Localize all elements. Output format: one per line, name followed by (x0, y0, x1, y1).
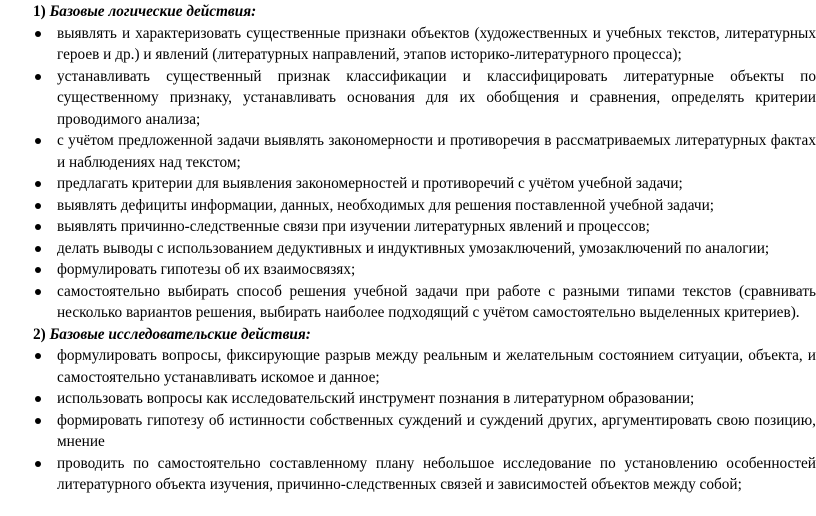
list-item-text: делать выводы с использованием дедуктивных и индуктивных умозаключений, умозаключений по аналогии; (57, 239, 770, 257)
list-item (20, 388, 816, 410)
section-heading-logical (20, 1, 816, 23)
bullet-icon (35, 181, 41, 187)
list-item (20, 281, 816, 324)
section-title: Базовые исследовательские действия: (49, 325, 311, 343)
list-item (20, 130, 816, 173)
list-item-text: самостоятельно выбирать способ решения учебной задачи при работе с разными типами текстов (сравнивать несколько вариантов решения, выбирать наиболее подходящий с учётом самостоятельно выделенных критериев). (57, 282, 816, 321)
list-item-text: выявлять дефициты информации, данных, необходимых для решения поставленной учебной задачи; (57, 196, 715, 214)
document-body (20, 0, 816, 496)
list-item-text: использовать вопросы как исследовательский инструмент познания в литературном образовании; (57, 390, 695, 407)
bullet-icon (35, 203, 41, 209)
list-item-text: формировать гипотезу об истинности собственных суждений и суждений других, аргументировать свою позицию, мнение (57, 411, 816, 450)
list-item (20, 410, 816, 453)
list-item-text: выявлять причинно-следственные связи при изучении литературных явлений и процессов; (57, 218, 650, 235)
list-item-text: формулировать вопросы, фиксирующие разрыв между реальным и желательным состоянием ситуации, объекта, и самостоятельно устанавливать искомое и данное; (57, 347, 816, 386)
list-item (20, 238, 816, 260)
list-item-text: формулировать гипотезы об их взаимосвязях; (57, 261, 356, 278)
section-title: Базовые логические действия: (49, 3, 257, 20)
list-item-text: с учётом предложенной задачи выявлять закономерности и противоречия в рассматриваемых литературных фактах и наблюдениях над текстом; (57, 132, 816, 171)
list-item (20, 173, 816, 195)
bullet-list-research (20, 345, 816, 496)
list-item (20, 195, 816, 217)
bullet-icon (35, 74, 41, 80)
list-item (20, 453, 816, 496)
bullet-icon (35, 396, 41, 402)
section-number: 2) (33, 325, 46, 343)
bullet-icon (35, 418, 41, 424)
list-item (20, 259, 816, 281)
bullet-icon (35, 353, 41, 359)
bullet-icon (35, 138, 41, 144)
bullet-icon (35, 461, 41, 467)
list-item-text: проводить по самостоятельно составленному плану небольшое исследование по установлению особенностей литературного объекта изучения, причинно-следственных связей и зависимостей объектов между собой; (57, 454, 816, 493)
bullet-icon (35, 246, 41, 252)
list-item (20, 66, 816, 131)
bullet-icon (35, 224, 41, 230)
list-item (20, 345, 816, 388)
list-item-text: предлагать критерии для выявления закономерностей и противоречий с учётом учебной задачи; (57, 175, 683, 192)
bullet-icon (35, 289, 41, 295)
bullet-list-logical (20, 23, 816, 324)
list-item-text: выявлять и характеризовать существенные признаки объектов (художественных и учебных текстов, литературных героев и др.) и явлений (литературных направлений, этапов историко-литературного процесса); (57, 24, 816, 63)
list-item (20, 23, 816, 66)
bullet-icon (35, 267, 41, 273)
list-item (20, 216, 816, 238)
section-heading-research (20, 324, 816, 346)
list-item-text: устанавливать существенный признак классификации и классифицировать литературные объекты по существенному признаку, устанавливать основания для их обобщения и сравнения, определять критерии проводимого анализа; (57, 67, 816, 128)
section-number: 1) (33, 3, 46, 20)
bullet-icon (35, 31, 41, 37)
